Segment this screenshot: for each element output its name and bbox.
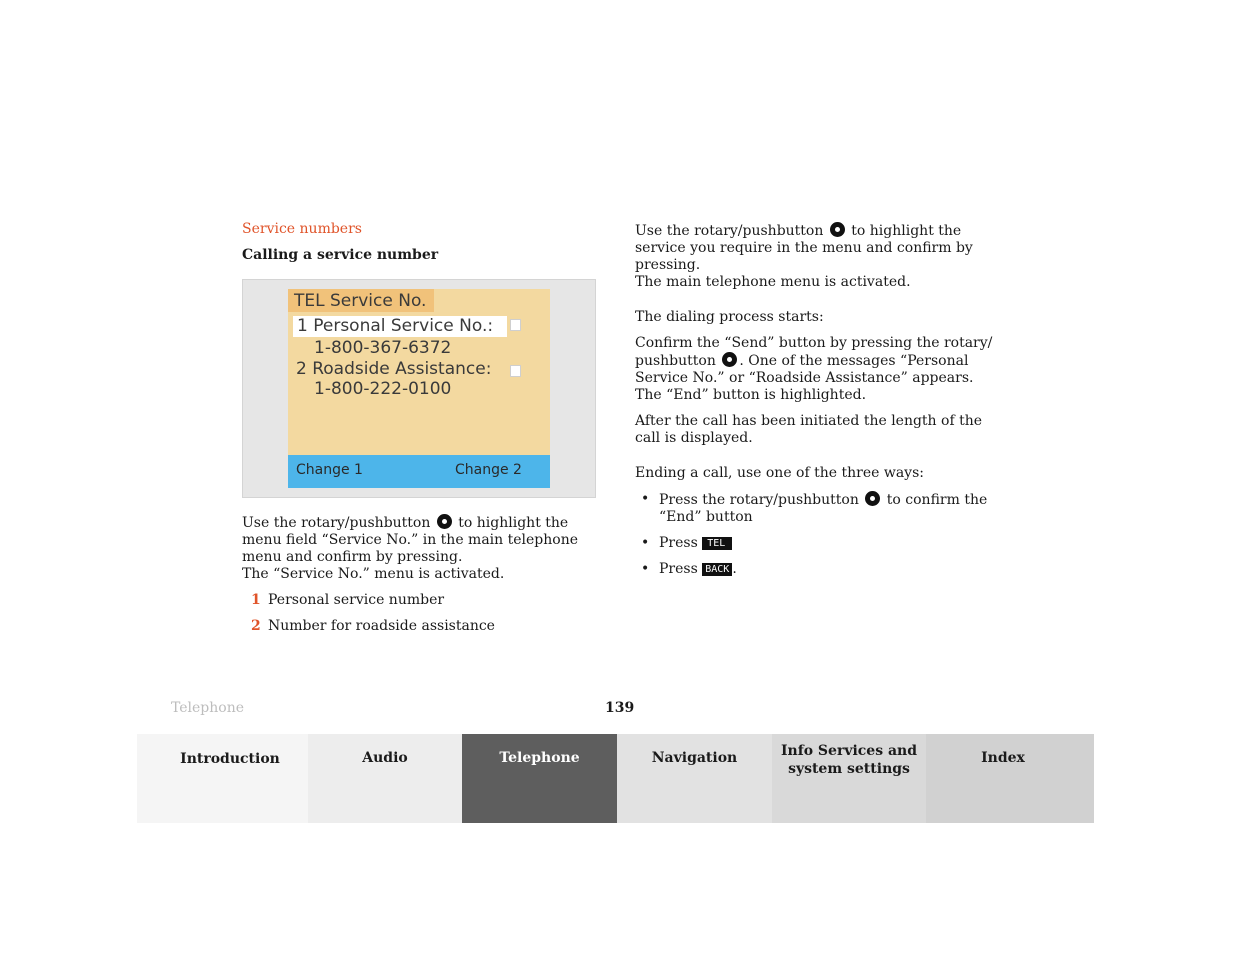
- subheading: Calling a service number: [242, 247, 439, 263]
- softkey-bar: [288, 455, 550, 488]
- instruction-text: Confirm the “Send” button by pressing the rotary/ pushbutton: [635, 335, 993, 369]
- right-column: [635, 222, 995, 587]
- screen-item-roadside: 2 Roadside Assistance:: [296, 359, 492, 379]
- instruction-result: The “Service No.” menu is activated.: [242, 566, 505, 582]
- rotary-pushbutton-icon: [437, 514, 452, 529]
- softkey-change-2: Change 2: [455, 462, 522, 478]
- left-column: [242, 220, 596, 644]
- tab-introduction[interactable]: Introduction: [137, 734, 308, 823]
- display-screen: [288, 289, 550, 488]
- section-title: Service numbers: [242, 221, 362, 237]
- tab-info-services[interactable]: Info Services and system settings: [772, 734, 926, 823]
- rotary-pushbutton-icon: [722, 352, 737, 367]
- rotary-pushbutton-icon: [865, 491, 880, 506]
- back-key-icon: BACK: [702, 563, 732, 576]
- bullet: •: [641, 535, 650, 551]
- list-item-text: Number for roadside assistance: [268, 618, 495, 634]
- screen-illustration: [242, 279, 596, 498]
- ending-paragraph: Ending a call, use one of the three ways:: [635, 465, 924, 481]
- bullet: •: [641, 491, 650, 507]
- page-number: 139: [605, 700, 635, 716]
- instruction-text: to highlight the menu field “Service No.” in the main telephone menu and confirm by pressing.: [242, 515, 579, 565]
- list-item-text: Press: [659, 535, 698, 551]
- list-item: [242, 618, 596, 635]
- tab-audio[interactable]: Audio: [308, 734, 462, 823]
- list-item: [635, 561, 995, 578]
- list-item-text: Personal service number: [268, 592, 445, 608]
- callout-number: 1: [251, 592, 261, 608]
- instruction-text: Use the rotary/pushbutton: [635, 223, 824, 239]
- instruction-paragraph: [242, 514, 596, 583]
- dialing-paragraph: The dialing process starts:: [635, 309, 824, 325]
- bullet: •: [641, 561, 650, 577]
- callout-marker-1: [510, 319, 521, 331]
- tab-navigation[interactable]: Navigation: [617, 734, 772, 823]
- period: .: [732, 561, 737, 577]
- instruction-result: The main telephone menu is activated.: [635, 274, 911, 290]
- list-item: [635, 491, 995, 526]
- instruction-text: to highlight the service you require in the menu and confirm by pressing.: [635, 223, 973, 273]
- list-item-text: Press: [659, 561, 698, 577]
- screen-item-personal: 1 Personal Service No.:: [293, 316, 507, 337]
- tab-index[interactable]: Index: [926, 734, 1094, 823]
- callout-list: [242, 592, 596, 635]
- chapter-tabs: [137, 734, 1094, 823]
- screen-number-personal: 1-800-367-6372: [314, 338, 452, 358]
- ending-options-list: [635, 491, 995, 578]
- list-item: [242, 592, 596, 609]
- duration-paragraph: After the call has been initiated the length of the call is displayed.: [635, 413, 983, 446]
- tel-key-icon: TEL: [702, 537, 732, 550]
- tab-telephone[interactable]: Telephone: [462, 734, 617, 823]
- rotary-pushbutton-icon: [830, 222, 845, 237]
- list-item-text: to confirm the “End” button: [659, 492, 988, 525]
- list-item-text: Press the rotary/pushbutton: [659, 492, 859, 508]
- softkey-change-1: Change 1: [296, 462, 363, 478]
- footer-section-label: Telephone: [171, 700, 245, 716]
- instruction-paragraph: [635, 222, 995, 291]
- screen-title: TEL Service No.: [288, 289, 434, 312]
- screen-number-roadside: 1-800-222-0100: [314, 379, 452, 399]
- callout-marker-2: [510, 365, 521, 377]
- instruction-text: Use the rotary/pushbutton: [242, 515, 431, 531]
- callout-number: 2: [251, 618, 261, 634]
- confirm-paragraph: [635, 335, 995, 404]
- instruction-text: . One of the messages “Personal Service No.” or “Roadside Assistance” appears. The “End” button is highlighted.: [635, 353, 974, 403]
- list-item: [635, 535, 995, 552]
